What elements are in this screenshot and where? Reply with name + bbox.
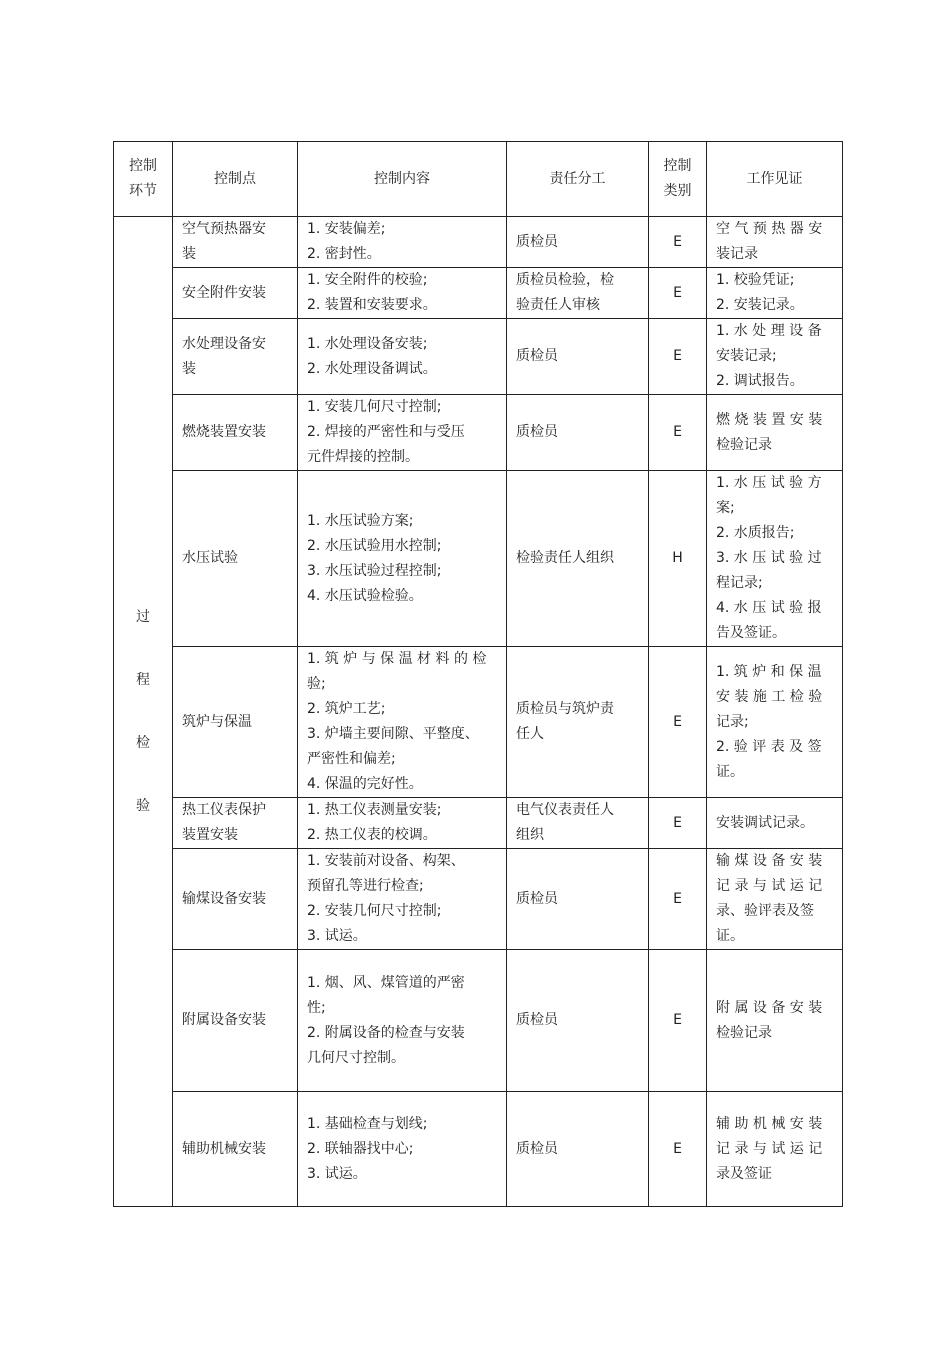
control-content-cell (298, 647, 507, 798)
category-cell: H (649, 471, 707, 647)
responsibility-cell-line: 质检员 (516, 1012, 558, 1028)
table-row (114, 1092, 843, 1207)
control-content-cell (298, 319, 507, 395)
evidence-cell (707, 849, 843, 950)
evidence-cell (707, 319, 843, 395)
control-content-cell-line: 3. 炉墙主要间隙、平整度、 (307, 726, 479, 742)
control-point-cell-line: 水压试验 (182, 550, 238, 566)
table-row (114, 217, 843, 268)
evidence-cell-line: 证。 (716, 763, 744, 780)
control-point-cell (173, 471, 298, 647)
stage-char: 检 (136, 734, 150, 751)
evidence-cell (707, 395, 843, 471)
evidence-cell-line: 附 属 设 备 安 装 (716, 999, 823, 1016)
evidence-cell (707, 471, 843, 647)
evidence-cell-line: 1. 校验凭证; (716, 272, 795, 288)
evidence-cell-line: 4. 水 压 试 验 报 (716, 600, 822, 616)
control-content-cell-line: 几何尺寸控制。 (307, 1049, 405, 1066)
control-content-cell-line: 1. 烟、风、煤管道的严密 (307, 974, 465, 991)
control-point-cell-line: 燃烧装置安装 (182, 424, 266, 440)
evidence-cell-line: 告及签证。 (716, 625, 786, 641)
evidence-cell-line: 装记录 (716, 246, 758, 262)
control-content-cell-line: 1. 安全附件的校验; (307, 272, 428, 288)
evidence-cell (707, 950, 843, 1092)
control-point-cell-line: 装 (182, 246, 196, 262)
control-content-cell-line: 验; (307, 676, 326, 692)
responsibility-cell (507, 217, 649, 268)
header-control-point: 控制点 (173, 142, 298, 217)
control-content-cell-line: 2. 水处理设备调试。 (307, 360, 437, 377)
control-content-cell-line: 性; (307, 999, 326, 1016)
control-content-cell-line: 1. 安装几何尺寸控制; (307, 399, 442, 415)
evidence-cell (707, 647, 843, 798)
responsibility-cell-line: 质检员 (516, 424, 558, 440)
control-content-cell-line: 4. 保温的完好性。 (307, 776, 423, 792)
responsibility-cell-line: 电气仪表责任人 (516, 802, 614, 818)
control-point-cell (173, 217, 298, 268)
responsibility-cell (507, 471, 649, 647)
category-cell: E (649, 319, 707, 395)
responsibility-cell-line: 任人 (516, 726, 544, 742)
control-content-cell-line: 3. 水压试验过程控制; (307, 562, 442, 579)
control-point-cell-line: 空气预热器安 (182, 221, 266, 237)
category-cell: E (649, 950, 707, 1092)
control-table (113, 141, 843, 1207)
evidence-cell-line: 2. 安装记录。 (716, 297, 804, 313)
table-body (114, 217, 843, 1207)
control-point-cell-line: 附属设备安装 (182, 1012, 266, 1028)
control-point-cell (173, 319, 298, 395)
control-content-cell-line: 2. 附属设备的检查与安装 (307, 1024, 465, 1041)
responsibility-cell (507, 319, 649, 395)
header-stage: 控制 环节 (114, 142, 173, 217)
stage-char: 过 (136, 608, 150, 625)
evidence-cell-line: 输 煤 设 备 安 装 (716, 853, 823, 869)
evidence-cell-line: 证。 (716, 928, 744, 944)
evidence-cell-line: 记录; (716, 713, 749, 730)
responsibility-cell-line: 质检员 (516, 233, 558, 250)
control-point-cell-line: 热工仪表保护 (182, 802, 266, 818)
category-cell: E (649, 1092, 707, 1207)
evidence-cell-line: 安装调试记录。 (716, 814, 814, 831)
control-content-cell (298, 395, 507, 471)
responsibility-cell-line: 组织 (516, 827, 544, 843)
table-row (114, 950, 843, 1092)
control-content-cell (298, 798, 507, 849)
table-row (114, 395, 843, 471)
evidence-cell-line: 2. 验 评 表 及 签 (716, 738, 822, 755)
table-row (114, 798, 843, 849)
evidence-cell-line: 案; (716, 500, 735, 516)
control-content-cell-line: 3. 试运。 (307, 928, 367, 944)
responsibility-cell-line: 质检员 (516, 348, 558, 364)
evidence-cell-line: 安 装 施 工 检 验 (716, 688, 823, 705)
control-content-cell-line: 2. 焊接的严密性和与受压 (307, 424, 465, 440)
evidence-cell (707, 1092, 843, 1207)
evidence-cell-line: 1. 水 压 试 验 方 (716, 475, 822, 491)
table-row (114, 471, 843, 647)
control-content-cell-line: 1. 热工仪表测量安装; (307, 802, 442, 818)
control-content-cell-line: 1. 安装偏差; (307, 221, 386, 237)
evidence-cell-line: 2. 调试报告。 (716, 373, 804, 389)
evidence-cell (707, 798, 843, 849)
responsibility-cell (507, 950, 649, 1092)
header-row (114, 142, 843, 217)
control-content-cell-line: 1. 水处理设备安装; (307, 335, 428, 352)
control-content-cell (298, 950, 507, 1092)
control-content-cell-line: 2. 装置和安装要求。 (307, 297, 437, 313)
category-cell: E (649, 647, 707, 798)
control-point-cell (173, 849, 298, 950)
category-cell: E (649, 849, 707, 950)
control-content-cell (298, 217, 507, 268)
responsibility-cell (507, 849, 649, 950)
control-content-cell-line: 1. 筑 炉 与 保 温 材 料 的 检 (307, 651, 487, 667)
responsibility-cell-line: 验责任人审核 (516, 297, 600, 313)
stage-char: 程 (136, 671, 150, 688)
responsibility-cell (507, 1092, 649, 1207)
evidence-cell-line: 1. 水 处 理 设 备 (716, 323, 822, 339)
control-content-cell-line: 3. 试运。 (307, 1165, 367, 1182)
evidence-cell-line: 检验记录 (716, 1024, 772, 1041)
table-row (114, 319, 843, 395)
table-row (114, 849, 843, 950)
responsibility-cell (507, 395, 649, 471)
control-content-cell-line: 2. 筑炉工艺; (307, 701, 386, 717)
control-point-cell (173, 1092, 298, 1207)
evidence-cell-line: 3. 水 压 试 验 过 (716, 550, 822, 566)
control-point-cell-line: 装置安装 (182, 827, 238, 843)
control-point-cell (173, 395, 298, 471)
control-content-cell-line: 严密性和偏差; (307, 751, 396, 767)
evidence-cell-line: 1. 筑 炉 和 保 温 (716, 663, 822, 680)
table-row (114, 647, 843, 798)
control-point-cell-line: 辅助机械安装 (182, 1140, 266, 1157)
control-point-cell (173, 798, 298, 849)
control-content-cell-line: 2. 水压试验用水控制; (307, 537, 442, 554)
responsibility-cell (507, 647, 649, 798)
evidence-cell-line: 检验记录 (716, 436, 772, 453)
responsibility-cell (507, 268, 649, 319)
control-content-cell-line: 1. 安装前对设备、构架、 (307, 853, 465, 869)
stage-cell (114, 217, 173, 1207)
evidence-cell-line: 空 气 预 热 器 安 (716, 221, 823, 237)
evidence-cell-line: 记 录 与 试 运 记 (716, 1140, 823, 1157)
control-point-cell-line: 安全附件安装 (182, 284, 266, 301)
control-point-cell (173, 950, 298, 1092)
header-responsibility: 责任分工 (507, 142, 649, 217)
stage-char: 验 (136, 797, 150, 814)
control-point-cell-line: 输煤设备安装 (182, 890, 266, 907)
control-content-cell (298, 268, 507, 319)
category-cell: E (649, 395, 707, 471)
control-content-cell-line: 2. 密封性。 (307, 246, 381, 262)
control-content-cell-line: 1. 基础检查与划线; (307, 1115, 428, 1132)
control-content-cell-line: 1. 水压试验方案; (307, 512, 414, 529)
header-category: 控制 类别 (649, 142, 707, 217)
responsibility-cell (507, 798, 649, 849)
evidence-cell-line: 录及签证 (716, 1165, 772, 1182)
header-control-content: 控制内容 (298, 142, 507, 217)
responsibility-cell-line: 质检员 (516, 890, 558, 907)
control-content-cell (298, 849, 507, 950)
header-evidence: 工作见证 (707, 142, 843, 217)
control-content-cell-line: 2. 热工仪表的校调。 (307, 827, 437, 843)
control-content-cell-line: 元件焊接的控制。 (307, 449, 419, 465)
evidence-cell-line: 记 录 与 试 运 记 (716, 878, 823, 894)
evidence-cell-line: 录、验评表及签 (716, 903, 814, 919)
responsibility-cell-line: 质检员检验，检 (516, 272, 614, 288)
control-point-cell (173, 647, 298, 798)
evidence-cell (707, 268, 843, 319)
control-content-cell-line: 4. 水压试验检验。 (307, 587, 423, 604)
table-row (114, 268, 843, 319)
evidence-cell (707, 217, 843, 268)
control-content-cell-line: 预留孔等进行检查; (307, 878, 424, 894)
evidence-cell-line: 燃 烧 装 置 安 装 (716, 411, 823, 428)
control-content-cell (298, 1092, 507, 1207)
control-point-cell (173, 268, 298, 319)
responsibility-cell-line: 质检员 (516, 1140, 558, 1157)
evidence-cell-line: 程记录; (716, 575, 763, 591)
evidence-cell-line: 辅 助 机 械 安 装 (716, 1115, 823, 1132)
category-cell: E (649, 798, 707, 849)
evidence-cell-line: 安装记录; (716, 348, 777, 364)
evidence-cell-line: 2. 水质报告; (716, 525, 795, 541)
responsibility-cell-line: 质检员与筑炉责 (516, 701, 614, 717)
control-point-cell-line: 筑炉与保温 (182, 713, 252, 730)
control-content-cell-line: 2. 联轴器找中心; (307, 1140, 414, 1157)
category-cell: E (649, 268, 707, 319)
responsibility-cell-line: 检验责任人组织 (516, 550, 614, 566)
control-point-cell-line: 水处理设备安 (182, 335, 266, 352)
control-content-cell (298, 471, 507, 647)
control-content-cell-line: 2. 安装几何尺寸控制; (307, 903, 442, 919)
category-cell: E (649, 217, 707, 268)
control-point-cell-line: 装 (182, 360, 196, 377)
